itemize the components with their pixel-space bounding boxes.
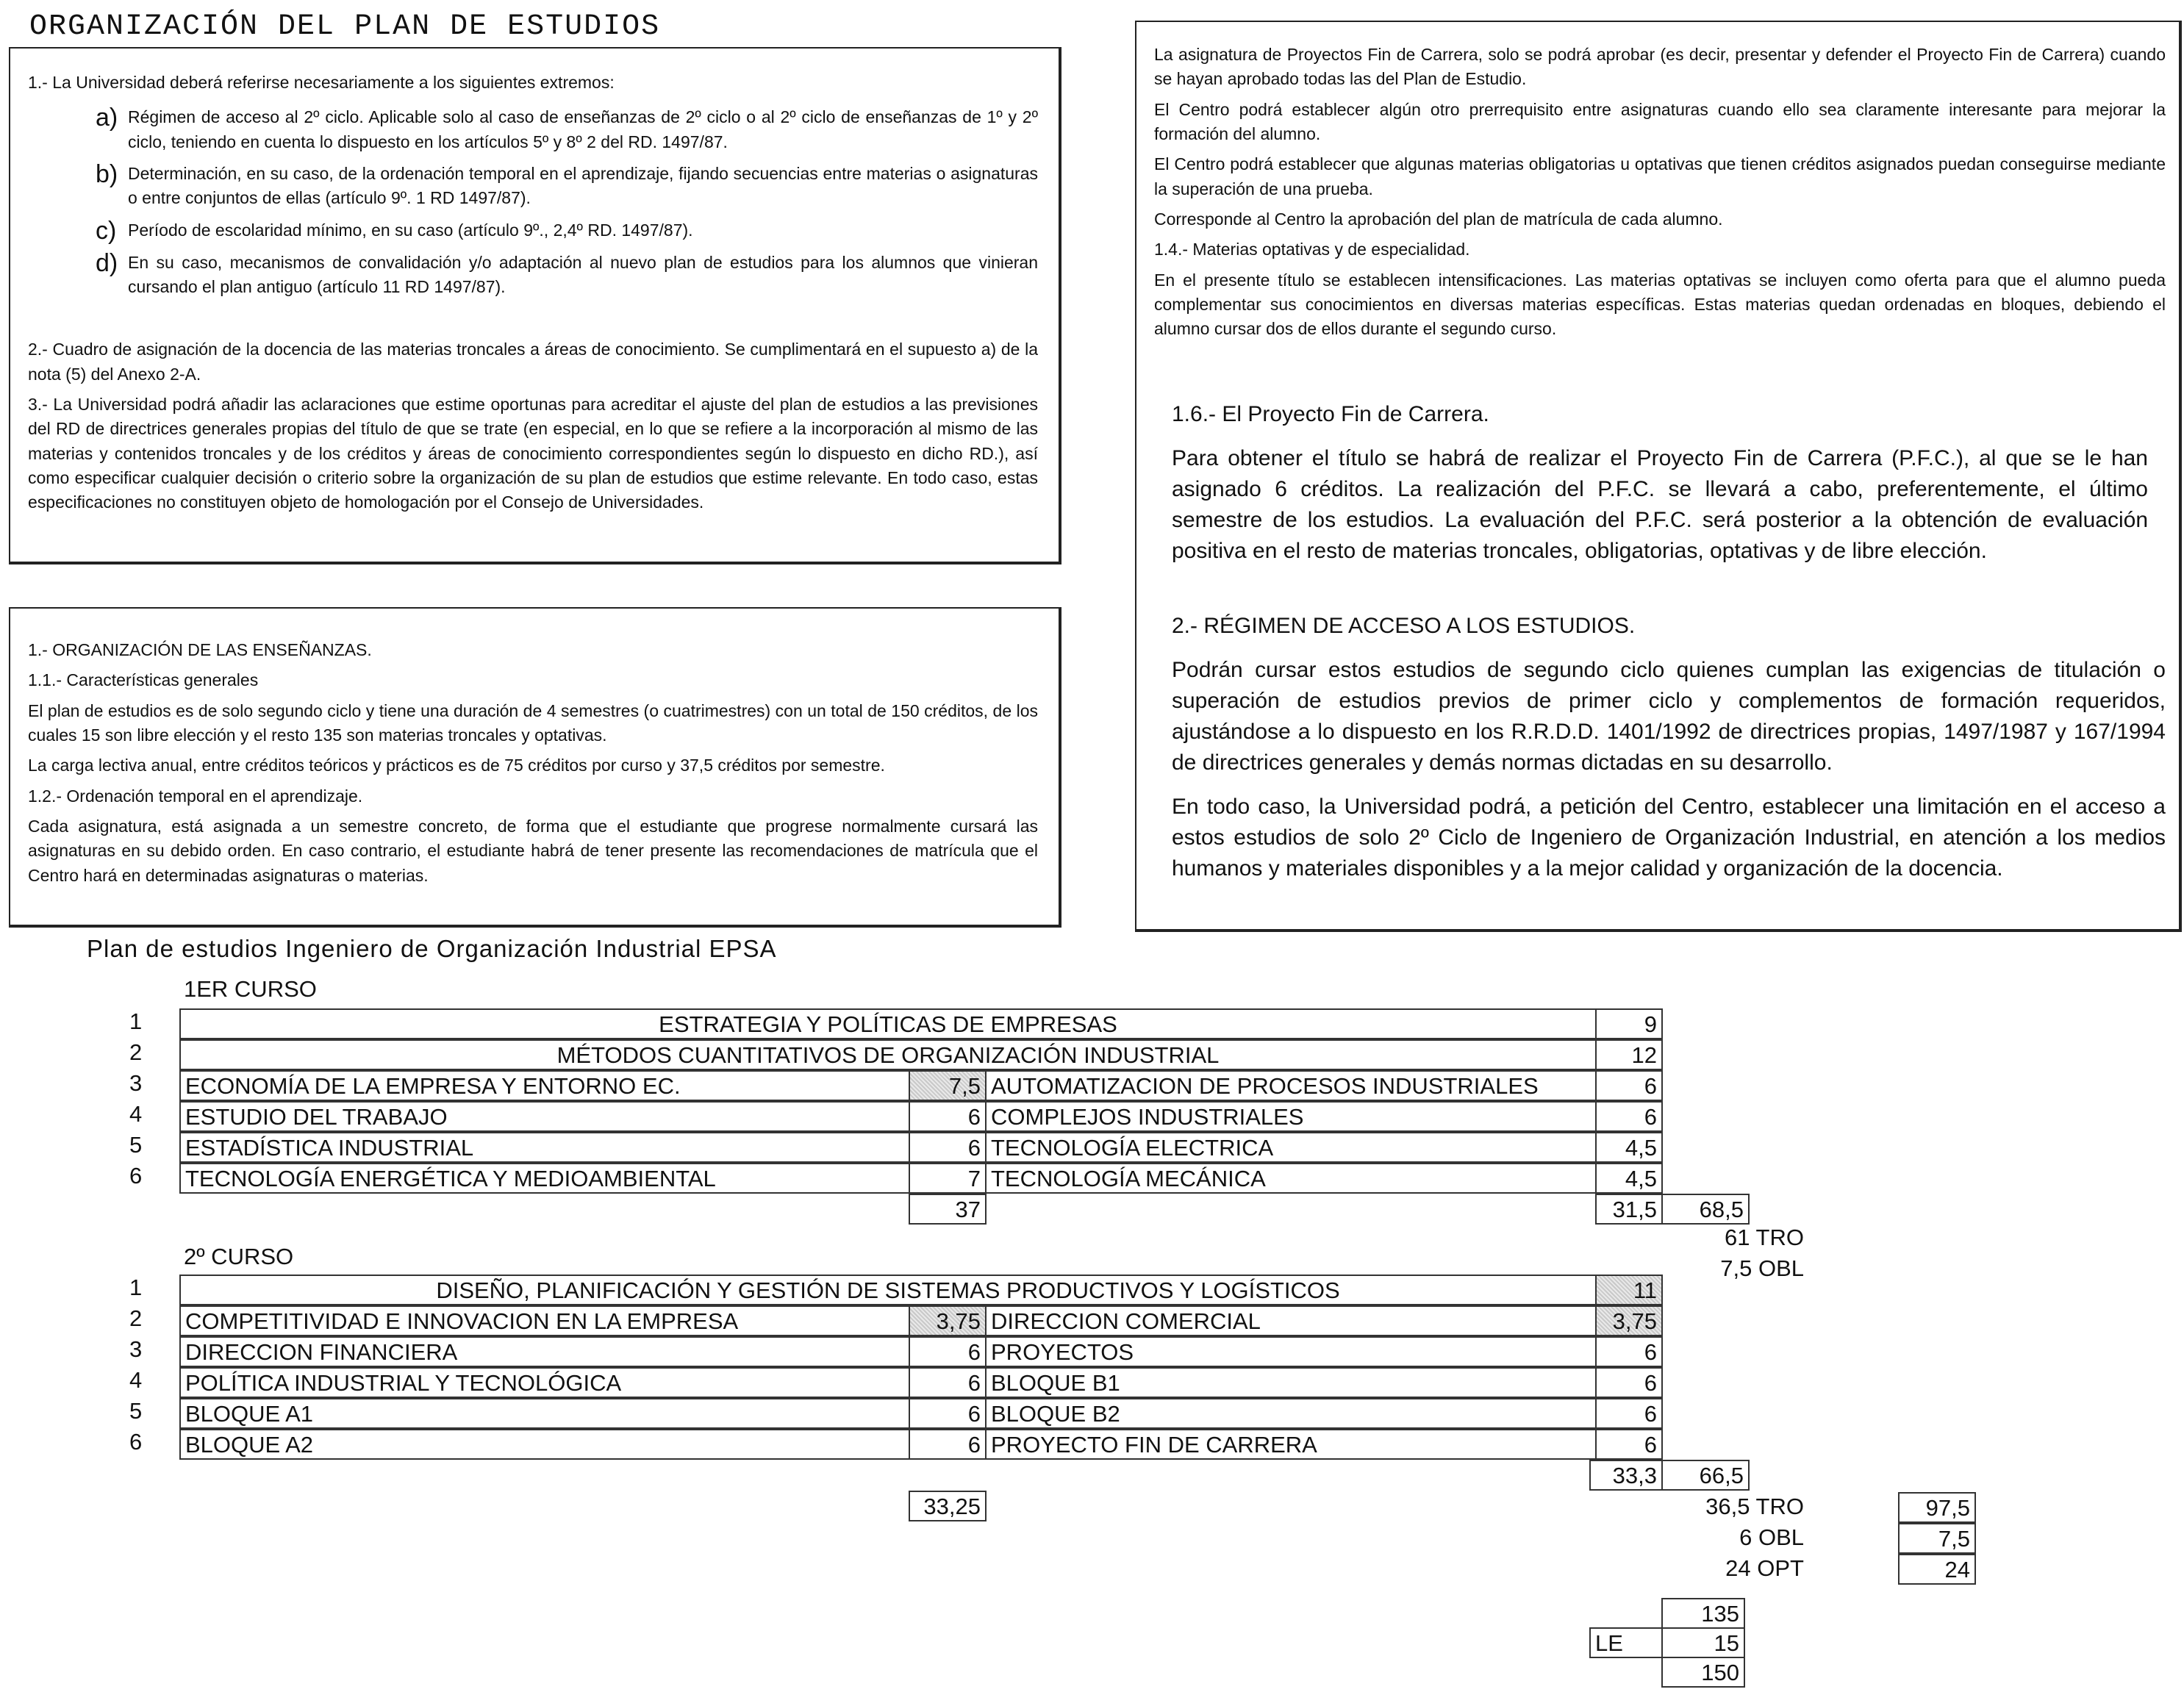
- subject-cell: TECNOLOGÍA ELECTRICA: [985, 1132, 1597, 1163]
- course-1-label: 1ER CURSO: [184, 976, 317, 1002]
- box3-heading-1-6: 1.6.- El Proyecto Fin de Carrera.: [1172, 401, 1489, 426]
- credits-cell: 6: [909, 1367, 987, 1398]
- sum-cell: 33,25: [909, 1491, 987, 1521]
- grand-tro-cell: 97,5: [1898, 1492, 1976, 1523]
- box3-para-7: Podrán cursar estos estudios de segundo ciclo quienes cumplan las exigencias de titulación o superación de estudios previos de primer ciclo y complementos de formación requeridos, ajustándose a lo dispuesto en los R.R.D.D. 1401/1992 de directrices propias, 1497/1987 y 167/1994 de directrices generales y demás normas dictadas en su desarrollo.: [1172, 657, 2166, 775]
- notes-box-3: [1135, 21, 2182, 932]
- row-number: 6: [129, 1429, 143, 1455]
- item-text: Período de escolaridad mínimo, en su caso (artículo 9º., 2,4º RD. 1497/87).: [128, 220, 693, 240]
- obl-summary: 6 OBL: [1739, 1524, 1804, 1550]
- tro-summary: 36,5 TRO: [1705, 1494, 1804, 1519]
- row-number: 2: [129, 1305, 143, 1331]
- box3-para-2: El Centro podrá establecer algún otro prerrequisito entre asignaturas cuando ello sea claramente interesante para mejorar la formación del alumno.: [1154, 99, 2166, 144]
- le-cell: 15: [1661, 1627, 1745, 1658]
- subject-cell: PROYECTOS: [985, 1336, 1597, 1367]
- credits-cell: 6: [909, 1101, 987, 1132]
- subject-cell: MÉTODOS CUANTITATIVOS DE ORGANIZACIÓN INDUSTRIAL: [179, 1039, 1597, 1070]
- credits-cell: 11: [1595, 1275, 1663, 1305]
- item-text: Régimen de acceso al 2º ciclo. Aplicable solo al caso de enseñanzas de 2º ciclo o al 2º ciclo de enseñanzas de 1º y 2º ciclo, teniendo en cuenta lo dispuesto en los artículos 5º y 8º 2 del RD. 1497/87.: [128, 107, 1038, 151]
- subject-cell: ESTRATEGIA Y POLÍTICAS DE EMPRESAS: [179, 1008, 1597, 1039]
- opt-summary: 24 OPT: [1725, 1555, 1804, 1581]
- credits-cell: 7,5: [909, 1070, 987, 1101]
- subject-cell: AUTOMATIZACION DE PROCESOS INDUSTRIALES: [985, 1070, 1597, 1101]
- credits-cell: 6: [1595, 1398, 1663, 1429]
- row-number: 6: [129, 1163, 143, 1189]
- subject-cell: TECNOLOGÍA ENERGÉTICA Y MEDIOAMBIENTAL: [179, 1163, 910, 1194]
- subject-cell: BLOQUE A2: [179, 1429, 910, 1460]
- box3-para-8: En todo caso, la Universidad podrá, a petición del Centro, establecer una limitación en el acceso a estos estudios de solo 2º Ciclo de Ingeniero de Organización Industrial, en atención a los medios humanos y materiales disponibles y a la mejor calidad y organización de la docencia.: [1172, 794, 2166, 881]
- obl-summary: 7,5 OBL: [1720, 1255, 1804, 1281]
- subject-cell: BLOQUE B2: [985, 1398, 1597, 1429]
- item-letter: a): [96, 104, 118, 132]
- credits-cell: 6: [909, 1429, 987, 1460]
- box1-para-3: 3.- La Universidad podrá añadir las aclaraciones que estime oportunas para acreditar el ajuste del plan de estudios a las previsiones del RD de directrices generales propias del título de que se trate (en especial, en lo que se refiere a la incorporación al mismo de las materias y contenidos troncales y de los créditos y áreas de conocimiento correspondientes según lo dispuesto en dicho RD.), así como especificar cualquier decisión o criterio sobre la organización de su plan de estudios que estime relevante. En todo caso, estas especificaciones no constituyen objeto de homologación por el Consejo de Universidades.: [28, 395, 1038, 512]
- box3-para-6: Para obtener el título se habrá de realizar el Proyecto Fin de Carrera (P.F.C.), al que se le han asignado 6 créditos. La realización del P.F.C. se llevará a cabo, preferentemente, el último semestre de los estudios. La evaluación del P.F.C. será posterior a la obtención de evaluación positiva en el resto de materias troncales, obligatorias, optativas y de libre elección.: [1172, 445, 2148, 563]
- box2-heading-1: 1.- ORGANIZACIÓN DE LAS ENSEÑANZAS.: [28, 640, 372, 659]
- subject-cell: BLOQUE A1: [179, 1398, 910, 1429]
- credits-cell: 6: [1595, 1070, 1663, 1101]
- subject-cell: POLÍTICA INDUSTRIAL Y TECNOLÓGICA: [179, 1367, 910, 1398]
- box3-para-5: En el presente título se establecen intensificaciones. Las materias optativas se incluyen como oferta para que el alumno pueda complementar sus conocimientos en diversas materias específicas. Estas materias quedan ordenadas en bloques, debiendo el alumno cursar dos de ellos durante el segundo curso.: [1154, 270, 2166, 339]
- subject-cell: COMPETITIVIDAD E INNOVACION EN LA EMPRESA: [179, 1305, 910, 1336]
- row-number: 3: [129, 1070, 143, 1096]
- credits-cell: 4,5: [1595, 1163, 1663, 1194]
- credits-cell: 6: [909, 1398, 987, 1429]
- box1-para-2: 2.- Cuadro de asignación de la docencia de las materias troncales a áreas de conocimiento. Se cumplimentará en el supuesto a) de la nota (5) del Anexo 2-A.: [28, 340, 1038, 384]
- subtotal-cell: 135: [1661, 1598, 1745, 1629]
- subject-cell: COMPLEJOS INDUSTRIALES: [985, 1101, 1597, 1132]
- box1-item-d: [87, 248, 1038, 300]
- total-cell: 68,5: [1661, 1194, 1750, 1225]
- box1-intro: 1.- La Universidad deberá referirse necesariamente a los siguientes extremos:: [28, 73, 615, 92]
- box3-para-3: El Centro podrá establecer que algunas materias obligatorias u optativas que tienen créditos asignados puedan conseguirse mediante la superación de una prueba.: [1154, 154, 2166, 198]
- credits-cell: 9: [1595, 1008, 1663, 1039]
- row-number: 2: [129, 1039, 143, 1065]
- credits-cell: 7: [909, 1163, 987, 1194]
- subject-cell: DIRECCION COMERCIAL: [985, 1305, 1597, 1336]
- grand-obl-cell: 7,5: [1898, 1523, 1976, 1554]
- box1-item-c: [87, 218, 1038, 243]
- credits-cell: 3,75: [909, 1305, 987, 1336]
- box3-para-1: La asignatura de Proyectos Fin de Carrera, solo se podrá aprobar (es decir, presentar y defender el Proyecto Fin de Carrera) cuando se hayan aprobado todas las del Plan de Estudio.: [1154, 45, 2166, 89]
- row-number: 5: [129, 1398, 143, 1424]
- credits-cell: 6: [1595, 1367, 1663, 1398]
- credits-cell: 6: [909, 1336, 987, 1367]
- credits-cell: 12: [1595, 1039, 1663, 1070]
- subject-cell: BLOQUE B1: [985, 1367, 1597, 1398]
- subject-cell: PROYECTO FIN DE CARRERA: [985, 1429, 1597, 1460]
- row-number: 1: [129, 1008, 143, 1034]
- item-letter: c): [96, 216, 117, 245]
- box2-heading-1-2: 1.2.- Ordenación temporal en el aprendizaje.: [28, 786, 363, 806]
- subject-cell: ESTUDIO DEL TRABAJO: [179, 1101, 910, 1132]
- row-number: 1: [129, 1275, 143, 1300]
- box2-para-2: La carga lectiva anual, entre créditos teóricos y prácticos es de 75 créditos por curso y 37,5 créditos por semestre.: [28, 756, 885, 775]
- item-letter: b): [96, 160, 118, 189]
- grand-total-cell: 150: [1661, 1657, 1745, 1688]
- credits-cell: 6: [1595, 1336, 1663, 1367]
- subject-cell: DISEÑO, PLANIFICACIÓN Y GESTIÓN DE SISTEMAS PRODUCTIVOS Y LOGÍSTICOS: [179, 1275, 1597, 1305]
- box1-item-b: [87, 162, 1038, 211]
- credits-cell: 6: [1595, 1101, 1663, 1132]
- notes-box-1: [9, 47, 1061, 564]
- course-2-label: 2º CURSO: [184, 1244, 294, 1269]
- item-text: En su caso, mecanismos de convalidación y/o adaptación al nuevo plan de estudios para los alumnos que vinieran cursando el plan antiguo (artículo 11 RD 1497/87).: [128, 252, 1038, 297]
- total-cell: 66,5: [1661, 1460, 1750, 1491]
- credits-cell: 6: [909, 1132, 987, 1163]
- box2-heading-1-1: 1.1.- Características generales: [28, 670, 259, 690]
- row-number: 5: [129, 1132, 143, 1158]
- grand-opt-cell: 24: [1898, 1554, 1976, 1585]
- credits-cell: 4,5: [1595, 1132, 1663, 1163]
- sum-cell: 37: [909, 1194, 987, 1225]
- item-text: Determinación, en su caso, de la ordenación temporal en el aprendizaje, fijando secuencias entre materias o asignaturas o entre conjuntos de ellas (artículo 9º. 1 RD 1497/87).: [128, 164, 1038, 208]
- box3-para-4: Corresponde al Centro la aprobación del plan de matrícula de cada alumno.: [1154, 209, 1723, 229]
- box3-heading-1-4: 1.4.- Materias optativas y de especialidad.: [1154, 240, 1470, 259]
- box1-item-a: [87, 105, 1038, 154]
- box2-para-1: El plan de estudios es de solo segundo ciclo y tiene una duración de 4 semestres (o cuatrimestres) con un total de 150 créditos, de los cuales 15 son libre elección y el resto 135 son materias troncales y optativas.: [28, 700, 1038, 745]
- credits-cell: 3,75: [1595, 1305, 1663, 1336]
- subject-cell: ECONOMÍA DE LA EMPRESA Y ENTORNO EC.: [179, 1070, 910, 1101]
- sum-cell: 33,3: [1589, 1460, 1663, 1491]
- box2-para-3: Cada asignatura, está asignada a un semestre concreto, de forma que el estudiante que progrese normalmente cursará las asignaturas en su debido orden. En caso contrario, el estudiante habrá de tener presente las recomendaciones de matrícula que el Centro hará en determinadas asignaturas o materias.: [28, 817, 1038, 885]
- plan-title: Plan de estudios Ingeniero de Organización Industrial EPSA: [87, 935, 777, 962]
- row-number: 3: [129, 1336, 143, 1362]
- subject-cell: TECNOLOGÍA MECÁNICA: [985, 1163, 1597, 1194]
- credits-cell: 6: [1595, 1429, 1663, 1460]
- item-letter: d): [96, 248, 118, 277]
- page-heading: ORGANIZACIÓN DEL PLAN DE ESTUDIOS: [29, 10, 661, 43]
- row-number: 4: [129, 1101, 143, 1127]
- notes-box-2: [9, 607, 1061, 928]
- subject-cell: DIRECCION FINANCIERA: [179, 1336, 910, 1367]
- tro-summary: 61 TRO: [1725, 1225, 1804, 1250]
- row-number: 4: [129, 1367, 143, 1393]
- sum-cell: 31,5: [1595, 1194, 1663, 1225]
- subject-cell: ESTADÍSTICA INDUSTRIAL: [179, 1132, 910, 1163]
- box3-heading-2: 2.- RÉGIMEN DE ACCESO A LOS ESTUDIOS.: [1172, 613, 1636, 638]
- le-label-cell: LE: [1589, 1627, 1663, 1658]
